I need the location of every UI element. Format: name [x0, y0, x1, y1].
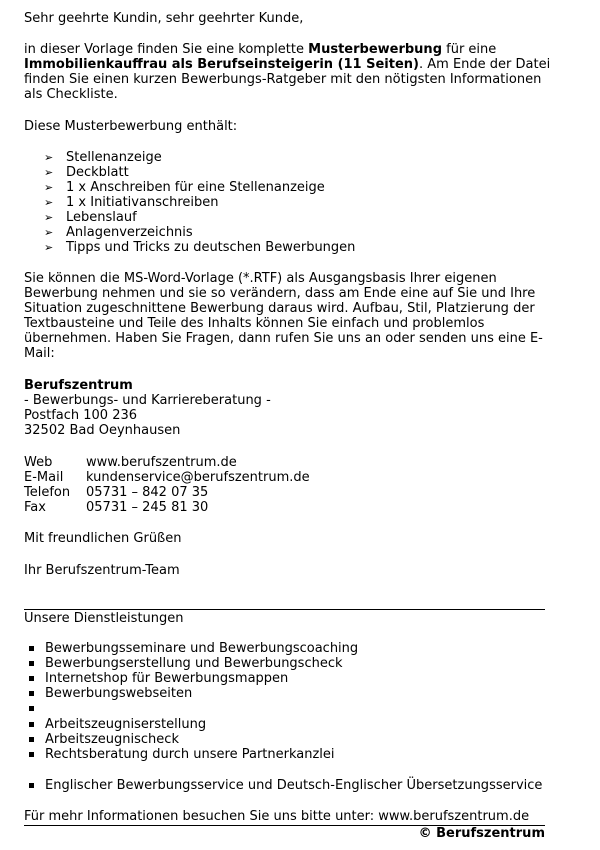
contact-label-fax: Fax [24, 500, 46, 515]
contact-label-web: Web [24, 455, 53, 470]
contact-value-email: kundenservice@berufszentrum.de [86, 470, 310, 485]
intro-line-3: finden Sie einen kurzen Bewerbungs-Ratgeber mit den nötigsten Informationen [24, 72, 542, 87]
body-line: übernehmen. Haben Sie Fragen, dann rufen Sie uns an oder senden uns eine E- [24, 331, 543, 346]
contents-heading: Diese Musterbewerbung enthält: [24, 119, 238, 134]
square-bullet-icon [29, 691, 34, 696]
list-item: 1 x Initiativanschreiben [66, 195, 219, 210]
body-line: Textbausteine und Teile des Inhalts können Sie einfach und problemlos [24, 316, 485, 331]
square-bullet-icon [29, 676, 34, 681]
arrow-bullet-icon: ➢ [44, 151, 54, 164]
square-bullet-icon [29, 722, 34, 727]
section-divider [24, 609, 545, 610]
service-item: Bewerbungsseminare und Bewerbungscoaching [45, 641, 359, 656]
company-name: Berufszentrum [24, 378, 133, 393]
po-box: Postfach 100 236 [24, 408, 138, 423]
service-item: Bewerbungserstellung und Bewerbungscheck [45, 656, 343, 671]
body-line: Situation zugeschnittene Bewerbung daraus wird. Aufbau, Stil, Platzierung der [24, 301, 535, 316]
intro-line-1 [24, 42, 496, 57]
contact-label-email: E-Mail [24, 470, 64, 485]
closing: Mit freundlichen Grüßen [24, 531, 182, 546]
arrow-bullet-icon: ➢ [44, 166, 54, 179]
intro-line-2 [24, 57, 550, 72]
service-item: Rechtsberatung durch unsere Partnerkanzlei [45, 747, 335, 762]
city: 32502 Bad Oeynhausen [24, 423, 181, 438]
square-bullet-icon [29, 706, 34, 711]
square-bullet-icon [29, 737, 34, 742]
copyright: © Berufszentrum [418, 826, 545, 841]
square-bullet-icon [29, 661, 34, 666]
intro-text: in dieser Vorlage finden Sie eine komplette [24, 42, 309, 57]
intro-text: für eine [442, 42, 497, 57]
service-item: Internetshop für Bewerbungsmappen [45, 671, 289, 686]
salutation: Sehr geehrte Kundin, sehr geehrter Kunde, [24, 11, 304, 26]
service-item: Arbeitszeugnischeck [45, 732, 179, 747]
list-item: 1 x Anschreiben für eine Stellenanzeige [66, 180, 325, 195]
intro-highlight: Musterbewerbung [308, 42, 442, 57]
body-line: Mail: [24, 346, 55, 361]
footer-info: Für mehr Informationen besuchen Sie uns bitte unter: www.berufszentrum.de [24, 809, 530, 824]
intro-text: . Am Ende der Datei [419, 57, 551, 72]
square-bullet-icon [29, 646, 34, 651]
list-item: Tipps und Tricks zu deutschen Bewerbungen [66, 240, 356, 255]
service-item: Arbeitszeugniserstellung [45, 717, 207, 732]
square-bullet-icon [29, 783, 34, 788]
list-item: Stellenanzeige [66, 150, 162, 165]
arrow-bullet-icon: ➢ [44, 226, 54, 239]
signature: Ihr Berufszentrum-Team [24, 563, 180, 578]
list-item: Lebenslauf [66, 210, 137, 225]
arrow-bullet-icon: ➢ [44, 181, 54, 194]
service-item: Bewerbungswebseiten [45, 686, 193, 701]
contact-value-fax: 05731 – 245 81 30 [86, 500, 209, 515]
arrow-bullet-icon: ➢ [44, 211, 54, 224]
arrow-bullet-icon: ➢ [44, 241, 54, 254]
body-line: Bewerbung nehmen und sie so verändern, dass am Ende eine auf Sie und Ihre [24, 286, 536, 301]
services-heading: Unsere Dienstleistungen [24, 611, 184, 626]
company-tagline: - Bewerbungs- und Karriereberatung - [24, 393, 271, 408]
contact-value-phone: 05731 – 842 07 35 [86, 485, 209, 500]
body-line: Sie können die MS-Word-Vorlage (*.RTF) als Ausgangsbasis Ihrer eigenen [24, 271, 497, 286]
service-item-extra: Englischer Bewerbungsservice und Deutsch-Englischer Übersetzungsservice [45, 778, 543, 793]
intro-highlight: Immobilienkauffrau als Berufseinsteigerin (11 Seiten) [24, 57, 419, 72]
contact-label-phone: Telefon [24, 485, 71, 500]
arrow-bullet-icon: ➢ [44, 196, 54, 209]
list-item: Anlagenverzeichnis [66, 225, 193, 240]
list-item: Deckblatt [66, 165, 129, 180]
contact-value-web: www.berufszentrum.de [86, 455, 237, 470]
square-bullet-icon [29, 752, 34, 757]
intro-line-4: als Checkliste. [24, 87, 118, 102]
